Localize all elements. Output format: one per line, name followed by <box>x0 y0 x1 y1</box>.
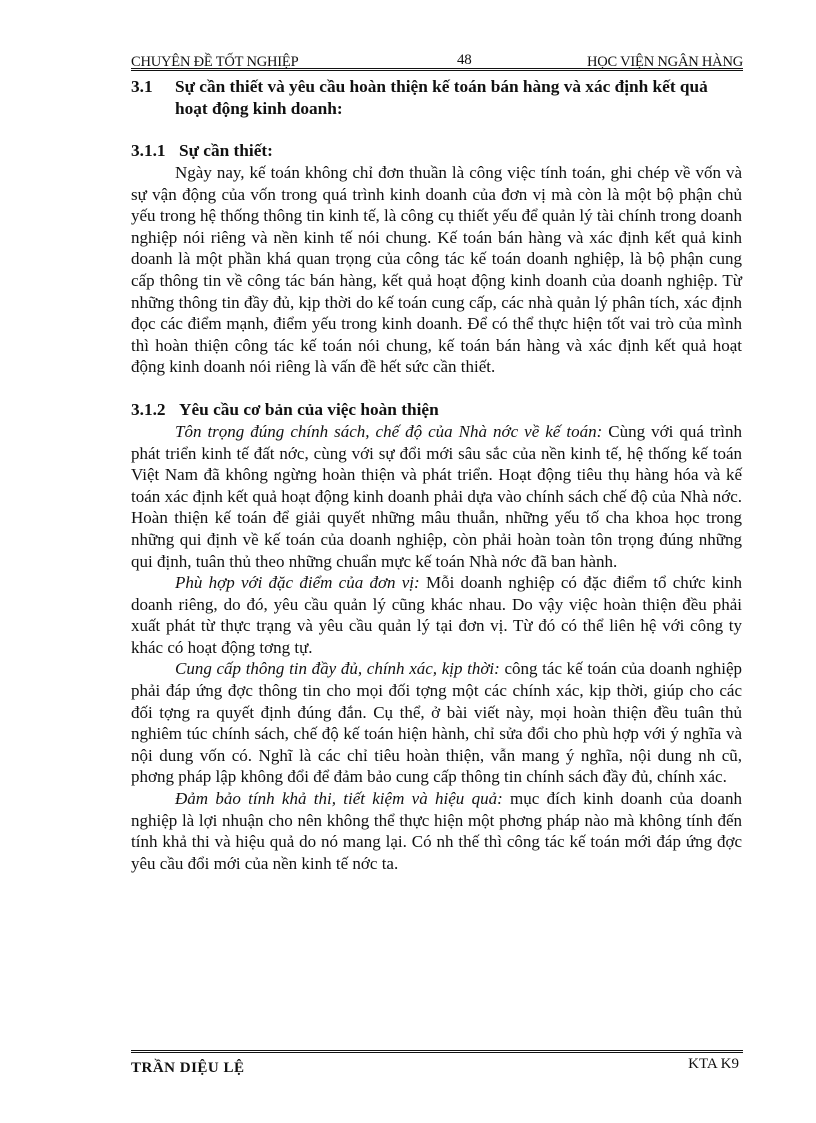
author-name: TRẦN DIỆU LỆ <box>131 1060 245 1076</box>
subsection-heading-1 <box>131 140 742 162</box>
subsection-heading-2 <box>131 399 742 421</box>
paragraph-requirement-2 <box>131 572 742 658</box>
paragraph-requirement-3 <box>131 658 742 788</box>
class-code: KTA K9 <box>688 1056 739 1072</box>
section-heading <box>131 76 742 120</box>
requirement-text-1: Cùng với quá trình phát triển kinh tế đất nớc, cùng với sự đổi mới sâu sắc của nền kinh tế, hệ thống kế toán Việt Nam đã không ngừng hoàn thiện và phát triển. Hoạt động tiêu thụ hàng hóa và kế toán xác định kết quả hoạt động kinh doanh phải dựa vào chính sách chế độ của Nhà nớc. Hoàn thiện kế toán để giải quyết những mâu thuẫn, những yếu tố cha khoa học trong những qui định về kế toán của doanh nghiệp, còn phải hoàn toàn tôn trọng đúng những qui định, tuân thủ theo những chuẩn mực kế toán Nhà nớc đã ban hành. <box>131 421 742 571</box>
requirement-lead-3: Cung cấp thông tin đầy đủ, chính xác, kịp thời: <box>175 659 500 679</box>
page-body <box>131 76 742 874</box>
subsection-number-2: 3.1.2 <box>131 399 166 419</box>
requirement-lead-4: Đảm bảo tính khả thi, tiết kiệm và hiệu quả: <box>175 789 503 809</box>
requirement-lead-1: Tôn trọng đúng chính sách, chế độ của Nhà nớc về kế toán: <box>175 421 603 441</box>
requirement-text-3: công tác kế toán của doanh nghiệp phải đáp ứng đợc thông tin cho mọi đối tợng một các chính xác, kịp thời, giúp cho các đối tợng ra quyết định đúng đắn. Cụ thể, ở bài viết này, mọi hoàn thiện đều tuân thủ nghiêm túc chính sách, chế độ kế toán hiện hành, chỉ sửa đổi cho phù hợp với ý nghĩa và nội dung vốn có. Nghĩ là các chỉ tiêu hoàn thiện, vẫn mang ý nghĩa, nội dung nh cũ, phơng pháp lập không đổi để đảm bảo cung cấp thông tin chính sách đầy đủ, chính xác. <box>131 659 742 787</box>
requirement-text-2: Mỗi doanh nghiệp có đặc điểm tổ chức kinh doanh riêng, do đó, yêu cầu quản lý cũng khác nhau. Do vậy việc hoàn thiện đều phải xuất phát từ thực trạng và yêu cầu quản lý tại đơn vị. Từ đó có thể liên hệ với công ty khác có hoạt động tơng tự. <box>131 573 742 657</box>
header-left: CHUYÊN ĐỀ TỐT NGHIỆP <box>131 54 299 70</box>
subsection-title-2: Yêu cầu cơ bản của việc hoàn thiện <box>179 399 439 419</box>
page-footer <box>131 1056 743 1078</box>
page-number: 48 <box>457 52 472 68</box>
paragraph-requirement-4 <box>131 788 742 874</box>
subsection-title-1: Sự cần thiết: <box>179 141 273 160</box>
requirement-lead-2: Phù hợp với đặc điểm của đơn vị: <box>175 573 420 593</box>
section-number: 3.1 <box>131 77 153 96</box>
header-rule <box>131 68 743 71</box>
paragraph-necessity: Ngày nay, kế toán không chỉ đơn thuần là công việc tính toán, ghi chép về vốn và sự vận động của vốn trong quá trình kinh doanh của đơn vị mà còn là một bộ phận chủ yếu trong hệ thống thông tin kinh tế, là công cụ thiết yếu để quản lý tài chính trong doanh nghiệp nói riêng và nền kinh tế nói chung. Kế toán bán hàng và xác định kết quả kinh doanh là một phần khá quan trọng của công tác kế toán doanh nghiệp, là bộ phận cung cấp thông tin về công tác bán hàng, kết quả hoạt động kinh doanh của doanh nghiệp. Từ những thông tin đầy đủ, kịp thời do kế toán cung cấp, các nhà quản lý phân tích, xác định đọc các điểm mạnh, điểm yếu trong kinh doanh. Để có thể thực hiện tốt vai trò của mình thì hoàn thiện công tác kế toán nói chung, kế toán bán hàng và xác định kết quả hoạt động kinh doanh nói riêng là vấn đề hết sức cần thiết. <box>131 163 742 377</box>
section-title: Sự cần thiết và yêu cầu hoàn thiện kế toán bán hàng và xác định kết quả hoạt động kinh doanh: <box>175 77 708 118</box>
requirement-text-4: mục đích kinh doanh của doanh nghiệp là lợi nhuận cho nên không thể thực hiện một phơng pháp nào mà không tính đến tính khả thi và hiệu quả do nó mang lại. Có nh thế thì công tác kế toán mới đáp ứng đợc yêu cầu đổi mới của nền kinh tế nớc ta. <box>131 789 742 873</box>
paragraph-requirement-1 <box>131 421 742 572</box>
subsection-number-1: 3.1.1 <box>131 141 166 160</box>
footer-rule <box>131 1050 743 1053</box>
header-right: HỌC VIỆN NGÂN HÀNG <box>586 54 743 70</box>
